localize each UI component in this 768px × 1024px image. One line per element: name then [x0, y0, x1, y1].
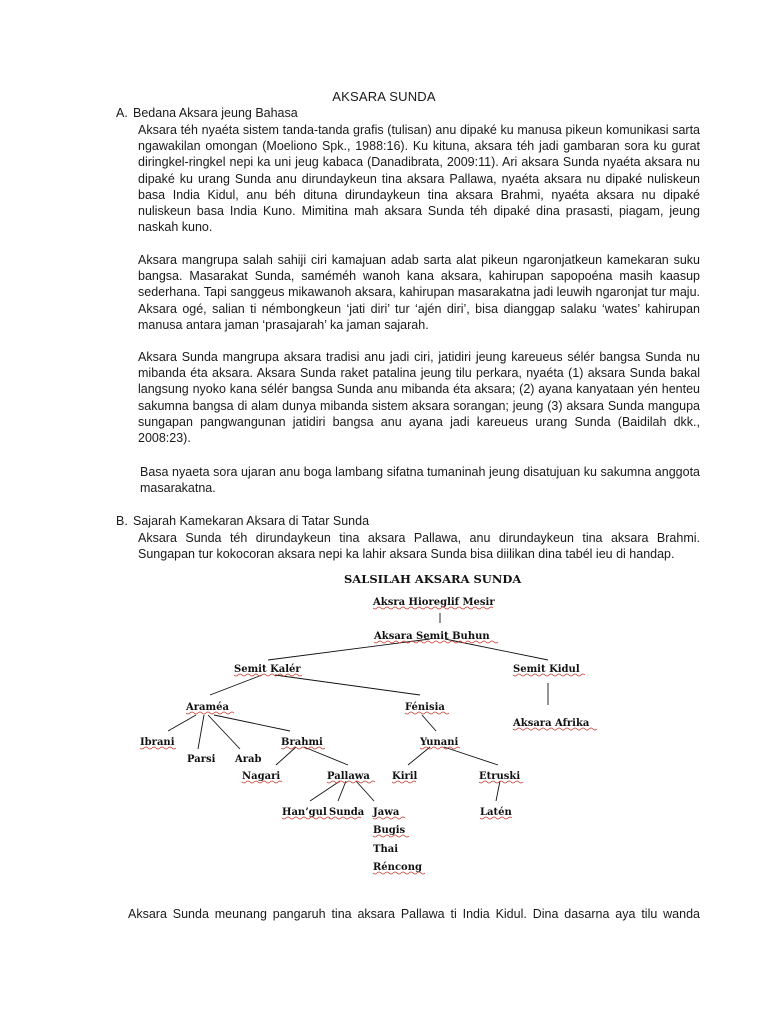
section-a-paragraph-3: Aksara Sunda mangrupa aksara tradisi anu jadi ciri, jatidiri jeung kareueus sélér bangsa Sunda nu mibanda éta aksara. Aksara Sunda raket patalina jeung tilu perkara, nyaéta (1) aksara Sunda bakal langsung nyoko kana sélér bangsa Sunda anu mibanda éta aksara; (2) ayana kanyataan yén henteu sakumna bangsa di alam dunya mibanda sistem aksara sorangan; jeung (3) aksara Sunda mangupa sungapan pangwangunan jatidiri bangsa anu ayana jadi kareueus urang Sunda (Baidilah dkk., 2008:23).	[138, 350, 700, 446]
closing-paragraph: Aksara Sunda meunang pangaruh tina aksara Pallawa ti India Kidul. Dina dasarna aya tilu wanda	[128, 907, 700, 921]
section-a-paragraph-2: Aksara mangrupa salah sahiji ciri kamajuan adab sarta alat pikeun ngaronjatkeun kamekaran suku bangsa. Masarakat Sunda, saméméh wanoh kana aksara, kahirupan sapopoéna masih kaasup sederhana. Tapi sanggeus mikawanoh aksara, kahirupan masarakatna jadi leuwih ngaronjat tur maju. Aksara ogé, salian ti némbongkeun ‘jati diri’ tur ‘ajén diri’, bisa dianggap salaku ‘wates’ kahirupan manusa antara jaman ‘prasajarah’ ka jaman sajarah.	[138, 253, 700, 332]
node-aksara-afrika: Aksara Afrika	[513, 718, 590, 729]
node-fenisia: Fénisia	[405, 702, 445, 713]
tree-title: SALSILAH AKSARA SUNDA	[344, 572, 522, 586]
node-nagari: Nagari	[242, 771, 281, 782]
document-title: AKSARA SUNDA	[332, 89, 436, 104]
node-parsi: Parsi	[187, 754, 216, 765]
node-arab: Arab	[235, 754, 262, 765]
node-aramea: Araméa	[186, 702, 229, 713]
section-a-paragraph-1: Aksara téh nyaéta sistem tanda-tanda grafis (tulisan) anu dipaké ku manusa pikeun komunikasi sarta ngawakilan omongan (Moeliono Spk., 1988:16). Ku kituna, aksara téh jadi gambaran sora ku gurat diringkel-ringkel nepi ka uni jeug kabaca (Danadibrata, 2009:11). Ari aksara Sunda nyaéta aksara nu dipaké ku urang Sunda anu dirundaykeun tina aksara Pallawa, nyaéta aksara nu dipaké nuliskeun basa India Kidul, anu béh dituna dirundaykeun tina aksara Brahmi, nyaéta aksara nu dipaké nuliskeun basa India Kuno. Mimitina mah aksara Sunda téh dipaké dina prasasti, piagam, jeung naskah kuno.	[138, 123, 700, 235]
node-ibrani: Ibrani	[140, 737, 175, 748]
node-jawa: Jawa	[373, 807, 400, 818]
node-semit-buhun: Aksara Semit Buhun	[374, 631, 490, 642]
node-etruski: Etruski	[479, 771, 521, 782]
section-b-paragraph-1: Aksara Sunda téh dirundaykeun tina aksara Pallawa, anu dirundaykeun tina aksara Brahmi. Sungapan tur kokocoran aksara nepi ka lahir aksara Sunda bisa diilikan dina tabél ieu di handap.	[138, 531, 700, 562]
node-laten: Latén	[480, 807, 512, 818]
section-a-paragraph-4: Basa nyaeta sora ujaran anu boga lambang sifatna tumaninah jeung disatujuan ku sakumna anggota masarakatna.	[140, 465, 700, 496]
node-kiril: Kiril	[392, 771, 418, 782]
node-brahmi: Brahmi	[281, 737, 323, 748]
section-a-marker: A.	[116, 106, 128, 120]
node-hioreglif-mesir: Aksra Hioreglif Mesir	[373, 597, 495, 608]
section-a-heading	[116, 106, 298, 120]
node-rencong: Réncong	[373, 862, 422, 873]
node-bugis: Bugis	[373, 825, 406, 836]
section-a-title: Bedana Aksara jeung Bahasa	[133, 106, 298, 120]
node-sunda: Sunda	[329, 807, 365, 818]
node-semit-kidul: Semit Kidul	[513, 664, 580, 675]
node-semit-kaler: Semit Kalér	[234, 664, 301, 675]
section-b-heading	[116, 514, 369, 528]
node-pallawa: Pallawa	[327, 771, 370, 782]
section-b-title: Sajarah Kamekaran Aksara di Tatar Sunda	[133, 514, 370, 528]
aksara-family-tree	[0, 565, 768, 895]
node-hangul: Han’gul	[282, 807, 327, 818]
node-thai: Thai	[373, 844, 398, 855]
section-b-marker: B.	[116, 514, 128, 528]
node-yunani: Yunani	[420, 737, 459, 748]
